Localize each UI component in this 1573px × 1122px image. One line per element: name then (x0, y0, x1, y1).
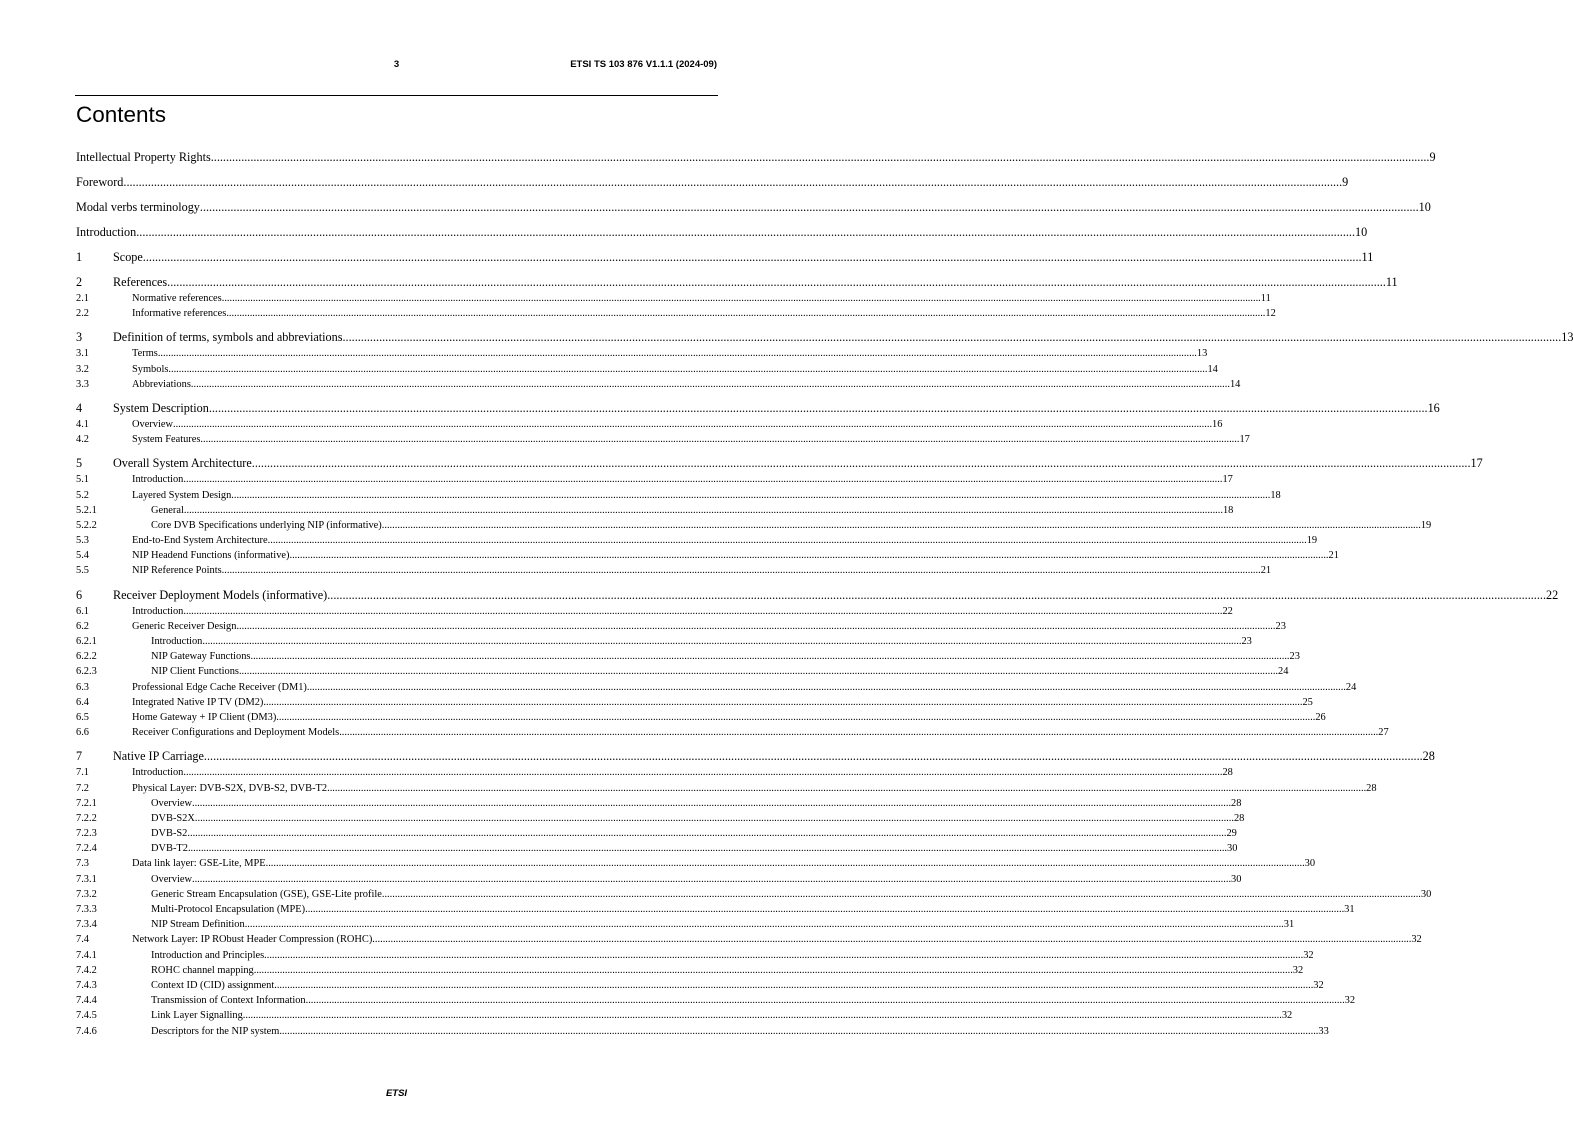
toc-entry-page: 21 (1328, 550, 1339, 562)
toc-dot-leader: ................................................................................................................................................................................................................................................................................................................................................................................................................ (253, 964, 1293, 976)
toc-entry-title: Introduction (76, 225, 137, 239)
toc-entry-page: 22 (1222, 605, 1233, 617)
toc-entry-page: 17 (1239, 434, 1250, 446)
toc-entry-number: 1 (76, 250, 83, 264)
toc-entry-page: 23 (1289, 651, 1300, 663)
toc-entry[interactable] (76, 841, 1238, 856)
toc-entry[interactable] (76, 273, 1398, 291)
toc-dot-leader: ................................................................................................................................................................................................................................................................................................................................................................................................................ (251, 456, 1471, 471)
page-title: Contents (76, 102, 167, 127)
toc-dot-leader: ................................................................................................................................................................................................................................................................................................................................................................................................................ (231, 489, 1271, 501)
toc-dot-leader: ................................................................................................................................................................................................................................................................................................................................................................................................................ (264, 949, 1304, 961)
toc-entry[interactable] (76, 248, 1374, 266)
toc-entry-page: 23 (1275, 620, 1286, 632)
toc-entry-title: Professional Edge Cache Receiver (DM1) (132, 681, 307, 693)
toc-entry-title: Overview (132, 418, 173, 430)
toc-dot-leader: ................................................................................................................................................................................................................................................................................................................................................................................................................ (372, 934, 1412, 946)
toc-entry-number: 7.4.1 (76, 949, 97, 961)
toc-entry-title: End-to-End System Architecture (132, 535, 268, 547)
toc-entry-page: 32 (1344, 995, 1356, 1007)
toc-entry-number: 3.2 (76, 363, 89, 375)
toc-entry-title: System Features (132, 434, 201, 446)
toc-entry[interactable] (76, 432, 1250, 447)
toc-entry-title: Layered System Design (132, 489, 232, 501)
toc-entry-page: 29 (1226, 828, 1237, 840)
toc-entry-title: References (113, 275, 168, 289)
toc-dot-leader: ................................................................................................................................................................................................................................................................................................................................................................................................................ (187, 843, 1228, 855)
toc-entry-number: 6.2 (76, 620, 89, 632)
toc-entry-page: 24 (1278, 666, 1289, 678)
toc-entry-page: 13 (1196, 348, 1208, 360)
toc-entry-number: 6 (76, 587, 83, 602)
toc-dot-leader: ................................................................................................................................................................................................................................................................................................................................................................................................................ (263, 696, 1303, 708)
toc-entry-number: 7.2 (76, 782, 89, 794)
toc-entry-page: 24 (1345, 681, 1357, 693)
toc-entry-page: 14 (1207, 363, 1218, 375)
toc-entry-title: Symbols (132, 363, 169, 375)
toc-dot-leader: ................................................................................................................................................................................................................................................................................................................................................................................................................ (238, 666, 1279, 678)
toc-entry-title: Overall System Architecture (113, 456, 252, 471)
toc-entry-page: 28 (1422, 749, 1435, 764)
toc-entry[interactable] (76, 417, 1223, 432)
toc-entry-number: 7.2.1 (76, 797, 97, 809)
toc-entry[interactable] (76, 173, 1349, 191)
toc-entry-title: Foreword (76, 175, 124, 189)
toc-dot-leader: ................................................................................................................................................................................................................................................................................................................................................................................................................ (208, 400, 1428, 415)
toc-dot-leader: ................................................................................................................................................................................................................................................................................................................................................................................................................ (123, 175, 1343, 189)
toc-entry-title: Multi-Protocol Encapsulation (MPE) (151, 904, 306, 915)
toc-entry-page: 18 (1270, 489, 1281, 501)
toc-entry[interactable] (76, 563, 1272, 578)
toc-entry-number: 7.2.2 (76, 812, 97, 824)
toc-dot-leader: ................................................................................................................................................................................................................................................................................................................................................................................................................ (191, 873, 1232, 885)
toc-entry[interactable] (76, 781, 1377, 796)
toc-entry[interactable] (76, 1024, 1329, 1039)
toc-entry-title: Introduction (132, 767, 184, 779)
toc-entry-title: Transmission of Context Information (151, 995, 306, 1007)
toc-entry-page: 17 (1222, 474, 1233, 486)
toc-entry-page: 9 (1342, 175, 1349, 189)
toc-entry-title: Physical Layer: DVB-S2X, DVB-S2, DVB-T2 (132, 782, 328, 794)
toc-entry-page: 18 (1222, 504, 1234, 516)
toc-entry[interactable] (76, 765, 1233, 780)
toc-entry[interactable] (76, 993, 1356, 1008)
toc-entry[interactable] (76, 963, 1304, 978)
toc-entry-title: Modal verbs terminology (76, 200, 200, 214)
toc-dot-leader: ................................................................................................................................................................................................................................................................................................................................................................................................................ (265, 858, 1305, 870)
toc-entry[interactable] (76, 948, 1314, 963)
toc-dot-leader: ................................................................................................................................................................................................................................................................................................................................................................................................................ (183, 605, 1223, 617)
toc-entry-title: Receiver Deployment Models (informative) (113, 587, 328, 602)
toc-entry-number: 7.3.2 (76, 888, 97, 900)
toc-dot-leader: ................................................................................................................................................................................................................................................................................................................................................................................................................ (167, 275, 1386, 289)
toc-entry-number: 7.3.4 (76, 919, 97, 931)
toc-dot-leader: ................................................................................................................................................................................................................................................................................................................................................................................................................ (226, 308, 1266, 320)
toc-dot-leader: ................................................................................................................................................................................................................................................................................................................................................................................................................ (276, 711, 1316, 723)
toc-entry-page: 17 (1470, 456, 1483, 471)
toc-dot-leader: ................................................................................................................................................................................................................................................................................................................................................................................................................ (381, 888, 1421, 900)
toc-entry[interactable] (76, 725, 1389, 740)
toc-entry-title: NIP Gateway Functions (151, 651, 251, 663)
toc-entry-title: General (151, 504, 184, 516)
toc-entry-page: 27 (1378, 727, 1389, 739)
toc-dot-leader: ................................................................................................................................................................................................................................................................................................................................................................................................................ (339, 727, 1379, 739)
toc-entry-number: 4.1 (76, 418, 89, 430)
toc-dot-leader: ................................................................................................................................................................................................................................................................................................................................................................................................................ (250, 651, 1290, 663)
toc-entry-page: 25 (1302, 696, 1313, 708)
toc-dot-leader: ................................................................................................................................................................................................................................................................................................................................................................................................................ (244, 919, 1284, 931)
toc-entry[interactable] (76, 902, 1355, 917)
toc-entry-page: 32 (1313, 979, 1324, 991)
toc-entry-page: 31 (1283, 919, 1295, 931)
toc-entry-title: Introduction (132, 605, 184, 617)
toc-entry-page: 9 (1429, 150, 1436, 164)
toc-entry-title: Home Gateway + IP Client (DM3) (132, 711, 277, 723)
toc-entry-page: 14 (1229, 378, 1241, 390)
toc-entry[interactable] (76, 518, 1432, 533)
toc-dot-leader: ................................................................................................................................................................................................................................................................................................................................................................................................................ (279, 1025, 1319, 1037)
toc-entry-page: 28 (1233, 812, 1245, 824)
toc-entry-number: 7.3 (76, 858, 89, 870)
toc-entry-page: 26 (1315, 711, 1326, 723)
toc-entry[interactable] (76, 710, 1326, 725)
toc-dot-leader: ................................................................................................................................................................................................................................................................................................................................................................................................................ (221, 565, 1261, 577)
toc-entry-page: 30 (1227, 843, 1238, 855)
toc-dot-leader: ................................................................................................................................................................................................................................................................................................................................................................................................................ (200, 434, 1240, 446)
toc-entry-number: 7.2.3 (76, 828, 97, 840)
toc-entry-number: 7.4.4 (76, 995, 97, 1007)
toc-entry-page: 12 (1265, 308, 1276, 320)
toc-entry-title: Normative references (132, 293, 222, 304)
toc-dot-leader: ................................................................................................................................................................................................................................................................................................................................................................................................................ (183, 504, 1223, 516)
toc-entry[interactable] (76, 619, 1286, 634)
toc-entry-number: 5.2 (76, 489, 89, 501)
toc-entry-title: Data link layer: GSE-Lite, MPE (132, 858, 266, 870)
toc-entry-number: 6.2.1 (76, 636, 97, 647)
toc-entry-page: 22 (1545, 587, 1559, 602)
toc-entry[interactable] (76, 533, 1318, 548)
toc-dot-leader: ................................................................................................................................................................................................................................................................................................................................................................................................................ (210, 150, 1430, 164)
toc-entry-title: Intellectual Property Rights (76, 150, 211, 164)
toc-entry-page: 30 (1231, 873, 1242, 885)
toc-dot-leader: ................................................................................................................................................................................................................................................................................................................................................................................................................ (187, 828, 1227, 840)
toc-dot-leader: ................................................................................................................................................................................................................................................................................................................................................................................................................ (327, 587, 1546, 602)
toc-entry-page: 30 (1304, 858, 1316, 870)
toc-entry[interactable] (76, 695, 1313, 710)
toc-entry-number: 5.5 (76, 565, 89, 577)
toc-entry-title: System Description (113, 400, 209, 415)
toc-entry-number: 7.2.4 (76, 843, 97, 855)
toc-entry-title: Scope (113, 250, 143, 264)
toc-entry-title: Core DVB Specifications underlying NIP (informative) (151, 519, 382, 531)
toc-entry[interactable] (76, 362, 1218, 377)
toc-entry-number: 7.3.3 (76, 904, 97, 915)
document-id: ETSI TS 103 876 V1.1.1 (2024-09) (570, 59, 717, 70)
toc-entry-number: 3 (76, 330, 83, 345)
toc-entry-title: Link Layer Signalling (151, 1010, 243, 1022)
toc-entry-number: 5.3 (76, 535, 89, 547)
toc-dot-leader: ................................................................................................................................................................................................................................................................................................................................................................................................................ (136, 225, 1355, 239)
toc-entry-page: 11 (1260, 293, 1271, 304)
toc-entry[interactable] (76, 872, 1242, 887)
toc-entry-number: 2.2 (76, 308, 89, 320)
toc-entry-title: Generic Stream Encapsulation (GSE), GSE-Lite profile (151, 888, 382, 900)
toc-entry-page: 33 (1318, 1025, 1329, 1037)
toc-entry-number: 7.4.6 (76, 1025, 97, 1037)
toc-dot-leader: ................................................................................................................................................................................................................................................................................................................................................................................................................ (168, 363, 1208, 375)
toc-entry-number: 6.4 (76, 696, 89, 708)
toc-entry-title: Overview (151, 873, 192, 885)
toc-entry-page: 16 (1427, 400, 1440, 415)
toc-entry-page: 10 (1418, 200, 1431, 214)
toc-entry-title: ROHC channel mapping (151, 964, 254, 976)
toc-entry-number: 5.4 (76, 550, 89, 562)
toc-entry-title: Informative references (132, 308, 227, 320)
toc-dot-leader: ................................................................................................................................................................................................................................................................................................................................................................................................................ (172, 418, 1213, 430)
toc-dot-leader: ................................................................................................................................................................................................................................................................................................................................................................................................................ (142, 250, 1362, 264)
toc-entry-number: 6.2.3 (76, 666, 97, 678)
toc-dot-leader: ................................................................................................................................................................................................................................................................................................................................................................................................................ (342, 330, 1562, 345)
toc-entry-title: DVB-S2X (151, 812, 195, 824)
toc-entry-page: 21 (1260, 565, 1272, 577)
toc-entry-number: 4.2 (76, 434, 89, 446)
table-of-contents (76, 148, 1573, 1039)
toc-entry[interactable] (76, 377, 1241, 392)
toc-dot-leader: ................................................................................................................................................................................................................................................................................................................................................................................................................ (274, 979, 1314, 991)
toc-entry-number: 5 (76, 456, 83, 471)
toc-entry-page: 28 (1366, 782, 1377, 794)
toc-entry[interactable] (76, 198, 1431, 216)
toc-dot-leader: ................................................................................................................................................................................................................................................................................................................................................................................................................ (191, 797, 1232, 809)
toc-entry-title: Receiver Configurations and Deployment Models (132, 727, 340, 739)
toc-entry-number: 5.2.1 (76, 504, 97, 516)
toc-entry-title: Introduction and Principles (151, 949, 265, 961)
toc-dot-leader: ................................................................................................................................................................................................................................................................................................................................................................................................................ (242, 1010, 1282, 1022)
toc-entry[interactable] (76, 856, 1316, 871)
toc-dot-leader: ................................................................................................................................................................................................................................................................................................................................................................................................................ (194, 812, 1234, 824)
toc-entry-page: 23 (1241, 636, 1252, 647)
toc-entry[interactable] (76, 796, 1242, 811)
toc-entry[interactable] (76, 223, 1368, 241)
toc-entry-page: 30 (1420, 888, 1432, 900)
toc-dot-leader: ................................................................................................................................................................................................................................................................................................................................................................................................................ (157, 348, 1197, 360)
toc-entry[interactable] (76, 399, 1440, 417)
toc-entry-title: NIP Stream Definition (151, 919, 245, 931)
toc-entry-page: 32 (1281, 1010, 1293, 1022)
toc-entry-title: Descriptors for the NIP system (151, 1025, 280, 1037)
toc-dot-leader: ................................................................................................................................................................................................................................................................................................................................................................................................................ (202, 636, 1242, 647)
toc-entry-number: 5.1 (76, 474, 89, 486)
toc-dot-leader: ................................................................................................................................................................................................................................................................................................................................................................................................................ (183, 767, 1223, 779)
toc-entry-page: 32 (1292, 964, 1304, 976)
header-rule (75, 95, 718, 96)
toc-entry-page: 31 (1344, 904, 1355, 915)
toc-entry-number: 5.2.2 (76, 519, 97, 531)
toc-entry-title: DVB-T2 (151, 843, 188, 855)
toc-entry-number: 7.1 (76, 767, 89, 779)
toc-dot-leader: ................................................................................................................................................................................................................................................................................................................................................................................................................ (327, 782, 1367, 794)
toc-entry-title: Definition of terms, symbols and abbreviations (113, 330, 343, 345)
toc-entry-number: 7.4.5 (76, 1010, 97, 1022)
toc-entry[interactable] (76, 548, 1339, 563)
toc-dot-leader: ................................................................................................................................................................................................................................................................................................................................................................................................................ (305, 904, 1345, 915)
toc-entry-number: 6.3 (76, 681, 89, 693)
toc-entry-title: Integrated Native IP TV (DM2) (132, 696, 264, 708)
toc-entry[interactable] (76, 586, 1559, 604)
toc-entry-title: Overview (151, 797, 192, 809)
toc-entry-number: 7.4 (76, 934, 89, 946)
toc-entry-page: 11 (1361, 250, 1374, 264)
toc-entry-number: 6.1 (76, 605, 89, 617)
toc-entry-page: 19 (1306, 535, 1318, 547)
toc-dot-leader: ................................................................................................................................................................................................................................................................................................................................................................................................................ (306, 681, 1346, 693)
toc-entry-title: NIP Reference Points (132, 565, 222, 577)
toc-entry[interactable] (76, 747, 1435, 765)
toc-entry-number: 4 (76, 400, 83, 415)
toc-entry[interactable] (76, 917, 1295, 932)
toc-entry[interactable] (76, 649, 1300, 664)
toc-entry-number: 7.3.1 (76, 873, 97, 885)
toc-entry-number: 7 (76, 749, 83, 764)
toc-dot-leader: ................................................................................................................................................................................................................................................................................................................................................................................................................ (236, 620, 1276, 632)
toc-entry[interactable] (76, 634, 1252, 649)
toc-entry-page: 32 (1303, 949, 1314, 961)
toc-entry-title: Generic Receiver Design (132, 620, 237, 632)
toc-entry[interactable] (76, 604, 1233, 619)
toc-entry[interactable] (76, 811, 1245, 826)
toc-entry-title: NIP Headend Functions (informative) (132, 550, 290, 562)
toc-entry-page: 19 (1420, 519, 1432, 531)
toc-entry-page: 28 (1222, 767, 1233, 779)
toc-entry-number: 3.1 (76, 348, 89, 360)
toc-entry[interactable] (76, 503, 1234, 518)
toc-entry[interactable] (76, 472, 1233, 487)
toc-dot-leader: ................................................................................................................................................................................................................................................................................................................................................................................................................ (203, 749, 1423, 764)
toc-entry[interactable] (76, 291, 1271, 306)
toc-entry[interactable] (76, 148, 1436, 166)
toc-entry-title: Introduction (132, 474, 184, 486)
toc-entry-title: NIP Client Functions (151, 666, 239, 678)
toc-entry[interactable] (76, 346, 1208, 361)
toc-entry[interactable] (76, 978, 1324, 993)
toc-entry-title: DVB-S2 (151, 828, 188, 840)
toc-dot-leader: ................................................................................................................................................................................................................................................................................................................................................................................................................ (289, 550, 1329, 562)
toc-entry[interactable] (76, 887, 1432, 902)
toc-entry-page: 28 (1231, 797, 1242, 809)
toc-entry-title: Introduction (151, 636, 203, 647)
toc-entry[interactable] (76, 488, 1281, 503)
toc-entry-page: 16 (1212, 418, 1223, 430)
toc-entry[interactable] (76, 328, 1573, 346)
toc-dot-leader: ................................................................................................................................................................................................................................................................................................................................................................................................................ (267, 535, 1307, 547)
toc-entry[interactable] (76, 664, 1289, 679)
toc-entry[interactable] (76, 680, 1357, 695)
toc-entry-number: 2.1 (76, 293, 89, 304)
toc-entry[interactable] (76, 1008, 1293, 1023)
toc-dot-leader: ................................................................................................................................................................................................................................................................................................................................................................................................................ (199, 200, 1419, 214)
toc-entry-page: 32 (1411, 934, 1422, 946)
toc-entry-page: 11 (1385, 275, 1398, 289)
toc-dot-leader: ................................................................................................................................................................................................................................................................................................................................................................................................................ (305, 995, 1345, 1007)
toc-entry[interactable] (76, 932, 1422, 947)
toc-dot-leader: ................................................................................................................................................................................................................................................................................................................................................................................................................ (381, 519, 1421, 531)
toc-entry-number: 7.4.3 (76, 979, 97, 991)
toc-entry-title: Abbreviations (132, 378, 191, 390)
toc-entry-title: Network Layer: IP RObust Header Compression (ROHC) (132, 934, 373, 946)
toc-entry[interactable] (76, 306, 1276, 321)
toc-entry-title: Context ID (CID) assignment (151, 979, 275, 991)
page-number: 3 (393, 59, 400, 70)
toc-entry-number: 2 (76, 275, 83, 289)
toc-entry-number: 3.3 (76, 378, 89, 390)
footer-etsi: ETSI (385, 1088, 408, 1099)
toc-entry-number: 7.4.2 (76, 964, 97, 976)
toc-entry-number: 6.5 (76, 711, 89, 723)
toc-entry[interactable] (76, 454, 1483, 472)
toc-entry-number: 6.6 (76, 727, 89, 739)
toc-entry-page: 10 (1355, 225, 1368, 239)
toc-entry-title: Native IP Carriage (113, 749, 204, 764)
toc-entry-title: Terms (132, 348, 158, 360)
toc-entry[interactable] (76, 826, 1237, 841)
toc-dot-leader: ................................................................................................................................................................................................................................................................................................................................................................................................................ (190, 378, 1230, 390)
toc-dot-leader: ................................................................................................................................................................................................................................................................................................................................................................................................................ (183, 474, 1223, 486)
toc-entry-page: 13 (1561, 330, 1573, 345)
toc-dot-leader: ................................................................................................................................................................................................................................................................................................................................................................................................................ (221, 293, 1261, 304)
toc-entry-number: 6.2.2 (76, 651, 97, 663)
